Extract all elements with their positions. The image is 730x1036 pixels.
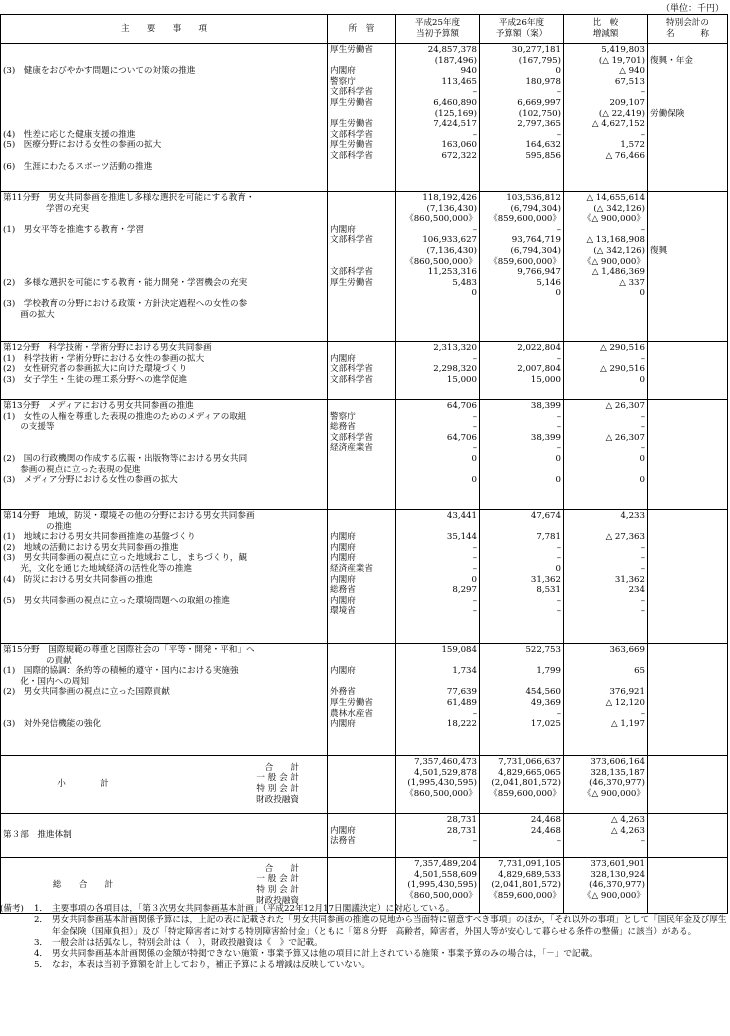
section-ministries: 厚生労働省 内閣府 警察庁 文部科学省 厚生労働省 厚生労働省 文部科学省 厚生労働省 文部科学省: [328, 44, 396, 192]
section-items: (3) 健康をおびやかす問題についての対策の推進 (4) 性差に応じた健康支援の推進 (5) 医療分野における女性の参画の拡大 (6) 生涯にわたるスポーツ活動の推進: [1, 44, 328, 192]
subtotal-title-cell: [1, 756, 328, 814]
total-title: 総 合 計: [52, 879, 114, 890]
section-items: 第14分野 地域，防災・環境その他の分野における男女共同参画 の推進 (1) 地域における男女共同参画推進の基盤づくり (2) 地域の活動における男女共同参画の推進 (3) 男女共同参画の視点に立った地域おこし，まちづくり，観 光，文化を通じた地域経済の活性化等の推進 (4) 防災における男女共同参画の推進 (5) 男女共同参画の視点に立った環境問題への取組の推進: [1, 510, 328, 644]
section-ministries: 内閣府 文部科学省 文部科学省: [328, 342, 396, 400]
part3-title: 第３部 推進体制: [3, 829, 72, 840]
subtotal-labels: 合 計 一 般 会 計 特 別 会 計 財政投融資: [256, 762, 299, 805]
section-fy26: 2,022,804 – 2,007,804 15,000: [480, 342, 564, 400]
note-item: [0, 915, 728, 938]
subtotal-fy25: 7,357,460,473 4,501,529,878 (1,995,430,595) 《860,500,000》: [396, 756, 480, 814]
note-item: [0, 904, 728, 915]
part3-fy25: 28,731 28,731 –: [396, 814, 480, 858]
section-field14: [1, 510, 728, 644]
section-fy25: 64,706 – – 64,706 – 0 0: [396, 400, 480, 510]
subtotal-special: [648, 756, 728, 814]
subtotal-fy26: 7,731,066,637 4,829,665,065 (2,041,801,572) 《859,600,000》: [480, 756, 564, 814]
note-text: 主要事項の各項目は，「第３次男女共同参画基本計画」（平成22年12月17日閣議決定）に対応している。: [52, 904, 455, 914]
section-fy26: 103,536,812 (6,794,304) 《859,600,000》 – 93,764,719 (6,794,304) 《859,600,000》 9,766,947 5,146 0: [480, 192, 564, 342]
section-diff: △ 26,307 – – △ 26,307 – 0 0: [564, 400, 648, 510]
section-special: [648, 342, 728, 400]
section-ministries: 内閣府 内閣府 内閣府 経済産業省 内閣府 総務省 内閣府 環境省: [328, 510, 396, 644]
note-text: 一般会計は括弧なし，特別会計は（ ），財政投融資は《 》で記載。: [52, 937, 323, 948]
section-diff: 4,233 △ 27,363 – – – 31,362 234 – –: [564, 510, 648, 644]
section-diff: 5,419,803 (△ 19,701) △ 940 67,513 – 209,107 (△ 22,419) △ 4,627,152 – 1,572 △ 76,466: [564, 44, 648, 192]
part3-special: [648, 814, 728, 858]
section-special: 復興: [648, 192, 728, 342]
total-fy25: 7,357,489,204 4,501,558,609 (1,995,430,595) 《860,500,000》: [396, 858, 480, 914]
section-items: 第11分野 男女共同参画を推進し多様な選択を可能にする教育・ 学習の充実 (1) 男女平等を推進する教育・学習 (2) 多様な選択を可能にする教育・能力開発・学習機会の充実 (3) 学校教育の分野における政策・方針決定過程への女性の参 画の拡大: [1, 192, 328, 342]
note-item: [0, 960, 728, 971]
section-diff: 363,669 65 376,921 △ 12,120 – △ 1,197: [564, 644, 648, 756]
section-ministries: 内閣府 外務省 厚生労働省 農林水産省 内閣府: [328, 644, 396, 756]
subtotal-title: 小 計: [57, 778, 109, 789]
section-fy25: 24,857,378 (187,496) 940 113,465 – 6,460,890 (125,169) 7,424,517 – 163,060 672,322: [396, 44, 480, 192]
note-item: [0, 938, 728, 949]
total-diff: 373,601,901 328,130,924 (46,370,977) 《△ 900,000》: [564, 858, 648, 914]
section-fy25: 118,192,426 (7,136,430) 《860,500,000》 – 106,933,627 (7,136,430) 《860,500,000》 11,253,316 5,483 0: [396, 192, 480, 342]
part3-ministries: 内閣府 法務省: [328, 814, 396, 858]
section-special: [648, 644, 728, 756]
subtotal-block: [1, 756, 728, 814]
note-text: 男女共同参画基本計画関係の金額が特掲できない施策・事業予算又は他の項目に計上されている施策・事業予算のみの場合は，「－」で記載。: [52, 949, 598, 960]
section-special: [648, 400, 728, 510]
section-fy26: 30,277,181 (167,795) 0 180,978 – 6,669,997 (102,750) 2,797,365 – 164,632 595,856: [480, 44, 564, 192]
note-text: なお，本表は当初予算額を計上しており，補正予算による増減は反映していない。: [52, 960, 370, 971]
section-fy26: 47,674 7,781 – – 0 31,362 8,531 – –: [480, 510, 564, 644]
section-field13: [1, 400, 728, 510]
section-special: 復興・年金 労働保険: [648, 44, 728, 192]
total-labels: 合 計 一 般 会 計 特 別 会 計 財政投融資: [256, 863, 299, 906]
section-fy26: 38,399 – – 38,399 – 0 0: [480, 400, 564, 510]
section-field12: [1, 342, 728, 400]
subtotal-ministry: [328, 756, 396, 814]
section-items: 第12分野 科学技術・学術分野における男女共同参画 (1) 科学技術・学術分野における女性の参画の拡大 (2) 女性研究者の参画拡大に向けた環境づくり (3) 女子学生・生徒の理工系分野への進学促進: [1, 342, 328, 400]
header-ministry: 所 管: [328, 15, 396, 44]
notes-block: [0, 904, 728, 972]
section-items: 第13分野 メディアにおける男女共同参画の推進 (1) 女性の人権を尊重した表現の推進のためのメディアの取組 の支援等 (2) 国の行政機関の作成する広報・出版物等における男女共同 参画の視点に立った表現の促進 (3) メディア分野における女性の参画の拡大: [1, 400, 328, 510]
section-ministries: 内閣府 文部科学省 文部科学省 厚生労働省: [328, 192, 396, 342]
section-fy25: 43,441 35,144 – – – 0 8,297 – –: [396, 510, 480, 644]
note-number: 5．: [33, 960, 48, 971]
header-row: [1, 15, 728, 44]
total-fy26: 7,731,091,105 4,829,689,533 (2,041,801,572) 《859,600,000》: [480, 858, 564, 914]
budget-table: [0, 14, 728, 914]
header-fy25: 平成25年度 当初予算額: [396, 15, 480, 44]
part3-diff: △ 4,263 △ 4,263 –: [564, 814, 648, 858]
note-number: 2．: [33, 915, 48, 926]
part3-fy26: 24,468 24,468 –: [480, 814, 564, 858]
header-diff: 比 較 増減額: [564, 15, 648, 44]
section-fy25: 2,313,320 – 2,298,320 15,000: [396, 342, 480, 400]
header-item: 主 要 事 項: [1, 15, 328, 44]
part3-block: [1, 814, 728, 858]
header-special: 特別会計の 名 称: [648, 15, 728, 44]
note-item: [0, 949, 728, 960]
section-field10-cont: [1, 44, 728, 192]
section-fy26: 522,753 1,799 454,560 49,369 – 17,025: [480, 644, 564, 756]
subtotal-diff: 373,606,164 328,135,187 (46,370,977) 《△ 900,000》: [564, 756, 648, 814]
section-fy25: 159,084 1,734 77,639 61,489 – 18,222: [396, 644, 480, 756]
header-fy26: 平成26年度 予算額（案）: [480, 15, 564, 44]
section-diff: △ 290,516 – △ 290,516 0: [564, 342, 648, 400]
section-field15: [1, 644, 728, 756]
section-diff: △ 14,655,614 (△ 342,126) 《△ 900,000》 – △ 13,168,908 (△ 342,126) 《△ 900,000》 △ 1,486,369 △ 337 0: [564, 192, 648, 342]
note-number: 3．: [33, 937, 48, 948]
section-ministries: 警察庁 総務省 文部科学省 経済産業省: [328, 400, 396, 510]
note-number: 1．: [33, 904, 48, 914]
section-field11: [1, 192, 728, 342]
notes-label: (備考): [0, 904, 24, 914]
note-text: 男女共同参画基本計画関係予算には，上記の表に記載された「男女共同参画の推進の見地から当面特に留意すべき事項」のほか，「それ以外の事項」として「国民年金及び厚生年金保険（国庫負担）」及び「特定障害者に対する特別障害給付金」（ともに「第８分野 高齢者，障害者，外国人等が安心して暮らせる条件の整備」に該当）がある。: [52, 915, 727, 937]
unit-label: （単位：千円）: [660, 4, 724, 14]
section-items: 第15分野 国際規範の尊重と国際社会の「平等・開発・平和」へ の貢献 (1) 国際的協調：条約等の積極的遵守・国内における実施強 化・国内への周知 (2) 男女共同参画の視点に立った国際貢献 (3) 対外発信機能の強化: [1, 644, 328, 756]
section-special: [648, 510, 728, 644]
note-number: 4．: [33, 949, 48, 960]
part3-title-cell: [1, 814, 328, 858]
